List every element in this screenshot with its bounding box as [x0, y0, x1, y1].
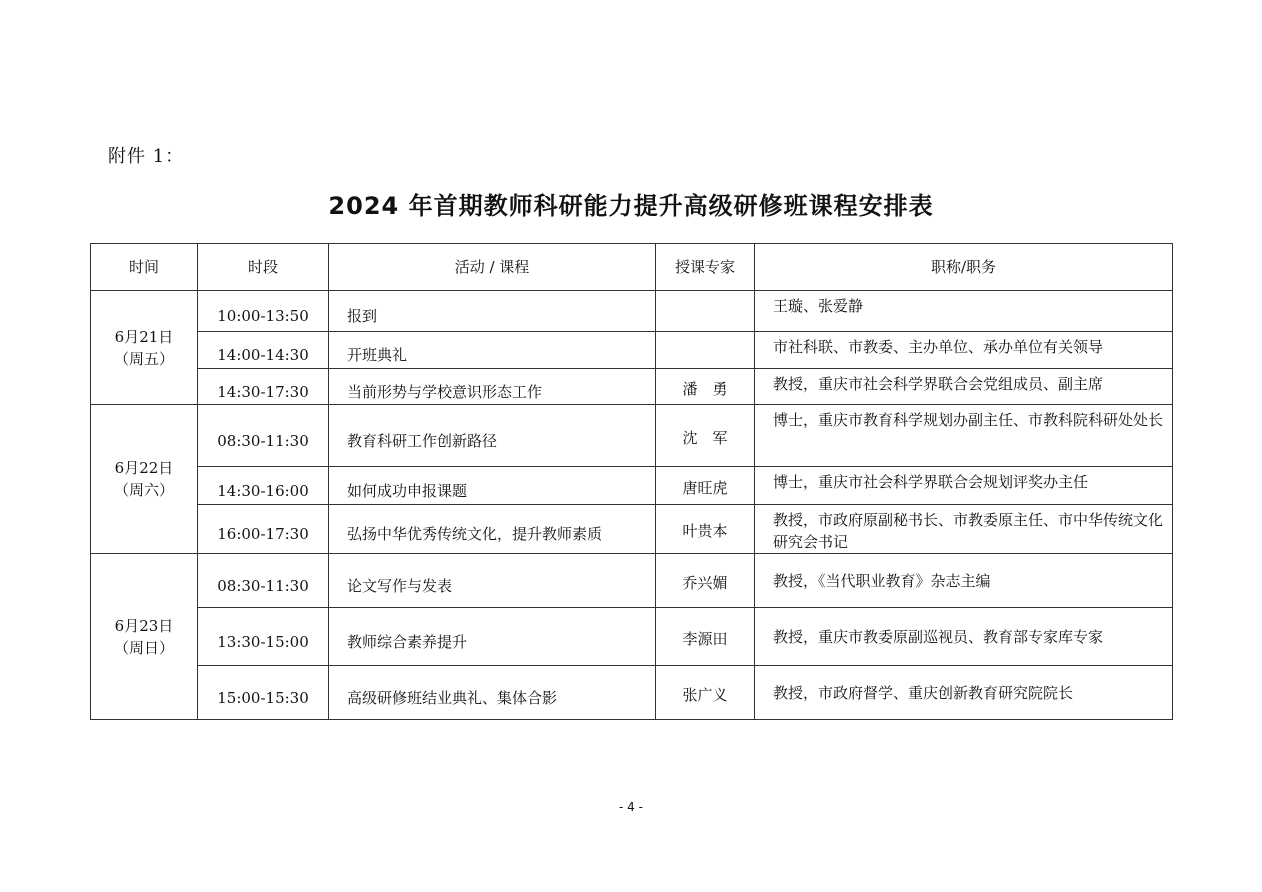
expert-cell: 张广义 — [656, 666, 755, 720]
date-cell — [91, 291, 198, 405]
position-cell: 教授，市政府督学、重庆创新教育研究院院长 — [755, 666, 1173, 720]
slot-cell: 08:30-11:30 — [198, 405, 329, 467]
activity-cell: 当前形势与学校意识形态工作 — [329, 369, 656, 405]
expert-cell: 潘 勇 — [656, 369, 755, 405]
activity-cell: 高级研修班结业典礼、集体合影 — [329, 666, 656, 720]
date-cell — [91, 554, 198, 720]
header-row — [91, 244, 1173, 291]
header-activity: 活动 / 课程 — [329, 244, 656, 291]
table-row — [91, 332, 1173, 369]
position-cell: 教授，重庆市社会科学界联合会党组成员、副主席 — [755, 369, 1173, 405]
expert-cell: 李源田 — [656, 608, 755, 666]
slot-cell: 16:00-17:30 — [198, 505, 329, 554]
weekday-text: （周日） — [113, 638, 174, 657]
position-cell: 博士，重庆市教育科学规划办副主任、市教科院科研处处长 — [755, 405, 1173, 467]
activity-cell: 教育科研工作创新路径 — [329, 405, 656, 467]
expert-cell: 沈 军 — [656, 405, 755, 467]
date-text: 6月21日 — [114, 327, 174, 346]
weekday-text: （周五） — [113, 349, 174, 368]
date-text: 6月22日 — [114, 459, 174, 477]
position-cell: 教授，重庆市教委原副巡视员、教育部专家库专家 — [755, 608, 1173, 666]
table-row — [91, 405, 1173, 467]
table-row — [91, 291, 1173, 332]
slot-cell: 14:30-17:30 — [198, 369, 329, 405]
activity-cell: 报到 — [329, 291, 656, 332]
attachment-label: 附件 1： — [108, 146, 185, 167]
activity-cell: 弘扬中华优秀传统文化，提升教师素质 — [329, 505, 656, 554]
expert-cell — [656, 291, 755, 332]
date-text: 6月23日 — [114, 616, 174, 635]
table-row — [91, 554, 1173, 608]
expert-cell — [656, 332, 755, 369]
slot-cell: 14:00-14:30 — [198, 332, 329, 369]
slot-cell: 08:30-11:30 — [198, 554, 329, 608]
slot-cell: 13:30-15:00 — [198, 608, 329, 666]
slot-cell: 14:30-16:00 — [198, 467, 329, 505]
position-cell: 教授，市政府原副秘书长、市教委原主任、市中华传统文化研究会书记 — [755, 505, 1173, 554]
table-row — [91, 505, 1173, 554]
table-row — [91, 666, 1173, 720]
position-cell: 王璇、张爱静 — [755, 291, 1173, 332]
activity-cell: 论文写作与发表 — [329, 554, 656, 608]
position-cell: 教授，《当代职业教育》杂志主编 — [755, 554, 1173, 608]
header-date: 时间 — [91, 244, 198, 291]
table-row — [91, 369, 1173, 405]
slot-cell: 10:00-13:50 — [198, 291, 329, 332]
slot-cell: 15:00-15:30 — [198, 666, 329, 720]
weekday-text: （周六） — [113, 481, 174, 499]
header-position: 职称/职务 — [755, 244, 1173, 291]
expert-cell: 唐旺虎 — [656, 467, 755, 505]
activity-cell: 教师综合素养提升 — [329, 608, 656, 666]
expert-cell: 叶贵本 — [656, 505, 755, 554]
table-row — [91, 608, 1173, 666]
course-schedule-table — [90, 243, 1173, 720]
activity-cell: 开班典礼 — [329, 332, 656, 369]
activity-cell: 如何成功申报课题 — [329, 467, 656, 505]
header-slot: 时段 — [198, 244, 329, 291]
expert-cell: 乔兴媚 — [656, 554, 755, 608]
position-cell: 博士，重庆市社会科学界联合会规划评奖办主任 — [755, 467, 1173, 505]
position-cell: 市社科联、市教委、主办单位、承办单位有关领导 — [755, 332, 1173, 369]
date-cell — [91, 405, 198, 554]
table-row — [91, 467, 1173, 505]
page-number: - 4 - — [619, 800, 643, 814]
document-title: 2024 年首期教师科研能力提升高级研修班课程安排表 — [328, 192, 934, 220]
header-expert: 授课专家 — [656, 244, 755, 291]
